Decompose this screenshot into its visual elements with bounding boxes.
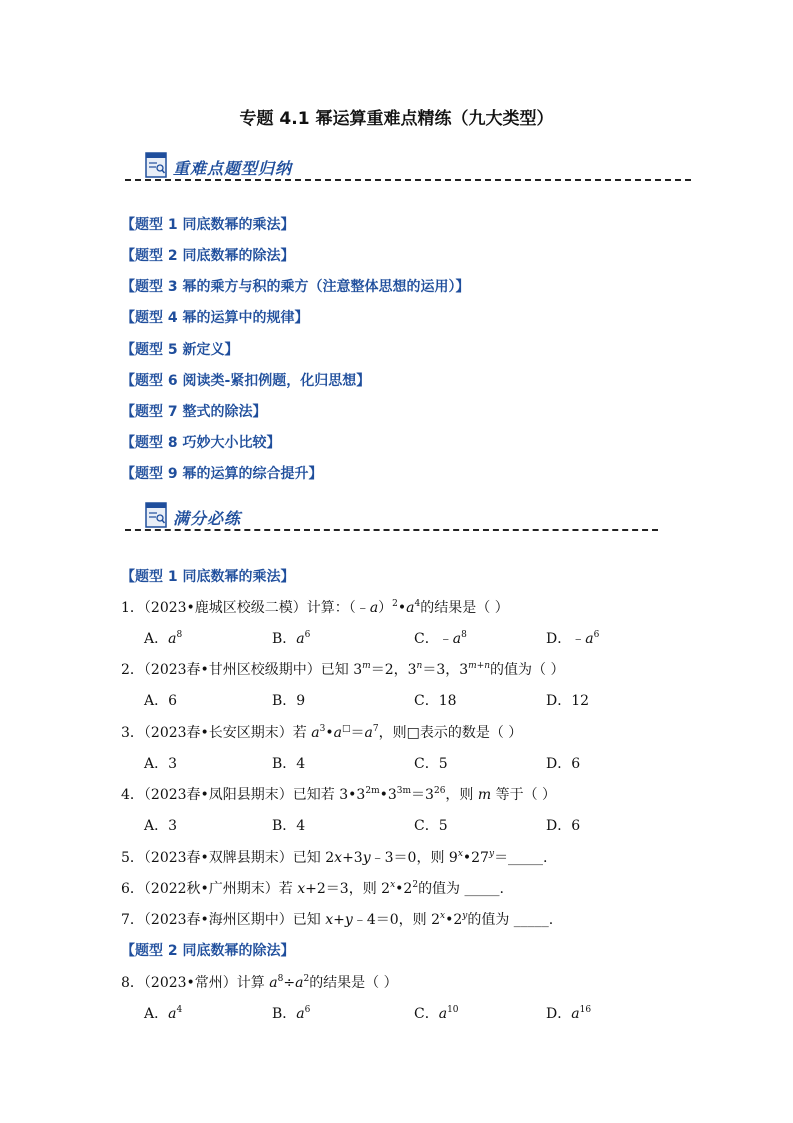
type-item-1: 【题型 1 同底数幂的乘法】 [121,217,295,233]
question-8: 8．（2023•常州）计算 $a^8\div a^2$的结果是（ ） [121,974,398,991]
type-item-6: 【题型 6 阅读类-紧扣例题，化归思想】 [121,373,371,389]
question-2-options [144,690,744,710]
type-item-3: 【题型 3 幂的乘方与积的乘方（注意整体思想的运用）】 [121,279,470,295]
document-icon [145,502,167,528]
question-5: 5．（2023春•双牌县期末）已知 2x+3y﹣3＝0，则 $9^x•27^y=\_\_\_\_\_$. [121,849,548,866]
type-heading-1: 【题型 1 同底数幂的乘法】 [121,569,295,585]
question-1: 1．（2023•鹿城区校级二模）计算：$(﹣a)^2•a^4$的结果是（ ） [121,599,509,616]
question-2: 2．（2023春•甘州区校级期中）已知 $3^m=2$，$3^n=3$，$3^{m+n}$的值为（ ） [121,661,565,678]
page-title: 专题 4.1 幂运算重难点精练（九大类型） [239,109,554,129]
question-6: 6．（2022秋•广州期末）若 x+2＝3，则 $2^x•2^2$的值为 _____. [121,880,504,897]
option-b[interactable]: B．$a^6$ [272,630,311,647]
question-3-options [144,753,744,773]
question-8-options [144,1003,744,1023]
option-a[interactable]: A．$a^4$ [144,1005,183,1022]
type-heading-2: 【题型 2 同底数幂的除法】 [121,943,295,959]
option-d[interactable]: D．6 [546,756,581,772]
section-label: 满分必练 [173,509,242,528]
option-a[interactable]: A．3 [144,756,178,772]
type-item-9: 【题型 9 幂的运算的综合提升】 [121,466,323,482]
option-b[interactable]: B．4 [272,818,306,834]
option-a[interactable]: A．6 [144,693,178,709]
document-icon [145,152,167,178]
section-header-practice [125,502,660,532]
option-b[interactable]: B．$a^6$ [272,1005,311,1022]
question-4: 4．（2023春•凤阳县期末）已知若 $3•3^{2m}•3^{3m}=3^{26}$，则 m 等于（ ） [121,786,557,803]
type-item-2: 【题型 2 同底数幂的除法】 [121,248,295,264]
section-label: 重难点题型归纳 [173,159,293,178]
option-c[interactable]: C．18 [414,693,457,709]
question-4-options [144,815,744,835]
option-c[interactable]: C．$﹣a^8$ [414,630,467,647]
option-d[interactable]: D．12 [546,693,590,709]
dashed-divider [125,179,691,181]
type-item-5: 【题型 5 新定义】 [121,342,239,358]
option-c[interactable]: C．5 [414,756,448,772]
question-7: 7．（2023春•海州区期中）已知 x+y﹣4＝0，则 2$^x$•2$^y$的值为 _____. [121,911,554,928]
option-c[interactable]: C．5 [414,818,448,834]
option-b[interactable]: B．4 [272,756,306,772]
question-1-options [144,628,744,648]
section-header-summary [125,152,693,182]
type-item-7: 【题型 7 整式的除法】 [121,404,267,420]
dashed-divider [125,529,658,531]
option-c[interactable]: C．$a^{10}$ [414,1005,459,1022]
type-item-4: 【题型 4 幂的运算中的规律】 [121,310,309,326]
option-b[interactable]: B．9 [272,693,306,709]
option-a[interactable]: A．3 [144,818,178,834]
option-d[interactable]: D．6 [546,818,581,834]
question-3: 3．（2023春•长安区期末）若 $a^3•a^□=a^7$，则□表示的数是（ ） [121,724,523,741]
option-d[interactable]: D．$a^{16}$ [546,1005,592,1022]
option-d[interactable]: D．$﹣a^6$ [546,630,600,647]
type-item-8: 【题型 8 巧妙大小比较】 [121,435,281,451]
option-a[interactable]: A．$a^8$ [144,630,183,647]
